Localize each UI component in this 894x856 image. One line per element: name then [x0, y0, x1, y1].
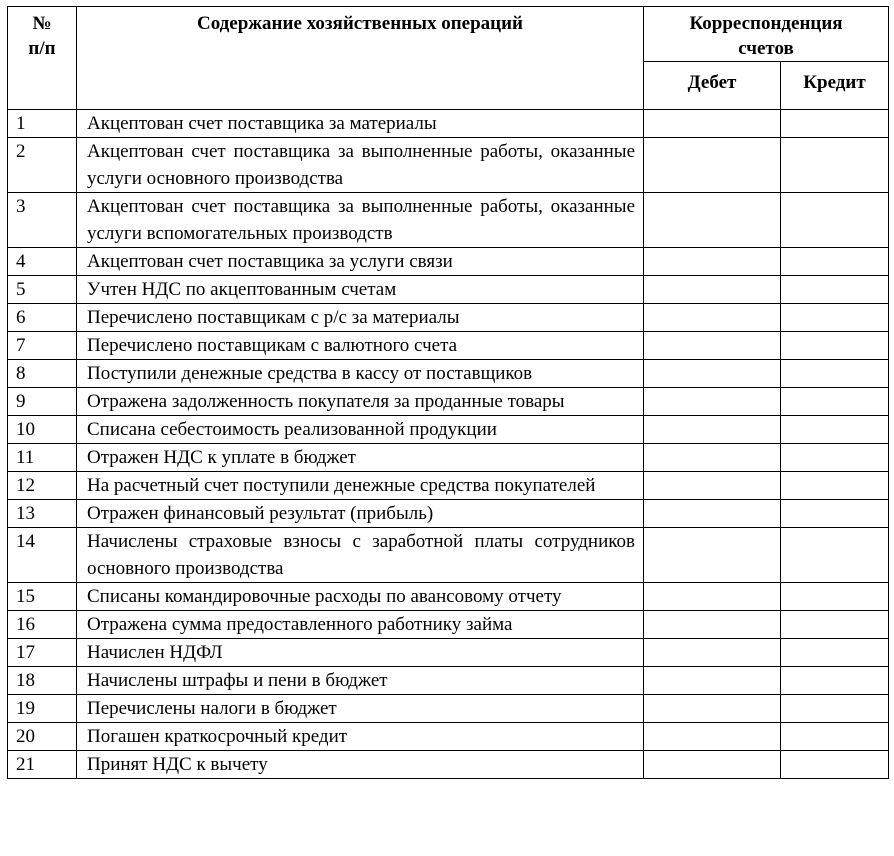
row-number: 19	[8, 695, 77, 723]
row-number: 2	[8, 138, 77, 193]
table-row	[8, 248, 889, 276]
row-number: 15	[8, 583, 77, 611]
table-row	[8, 751, 889, 779]
credit-cell	[781, 416, 889, 444]
table-row	[8, 611, 889, 639]
debit-cell	[644, 667, 781, 695]
debit-cell	[644, 193, 781, 248]
table-header	[8, 7, 889, 110]
debit-cell	[644, 360, 781, 388]
credit-cell	[781, 723, 889, 751]
operation-description: Отражена задолженность покупателя за проданные товары	[77, 388, 644, 416]
table-row	[8, 193, 889, 248]
credit-cell	[781, 695, 889, 723]
row-number: 1	[8, 110, 77, 138]
table-row	[8, 639, 889, 667]
credit-cell	[781, 751, 889, 779]
table-row	[8, 695, 889, 723]
table-row	[8, 304, 889, 332]
debit-cell	[644, 639, 781, 667]
operation-description: Перечислено поставщикам с валютного счета	[77, 332, 644, 360]
debit-cell	[644, 723, 781, 751]
header-debit: Дебет	[644, 62, 781, 110]
operation-description: Начислены страховые взносы с заработной платы сотрудников основного производства	[77, 528, 644, 583]
debit-cell	[644, 304, 781, 332]
row-number: 7	[8, 332, 77, 360]
table-row	[8, 667, 889, 695]
row-number: 21	[8, 751, 77, 779]
operation-description: Перечислены налоги в бюджет	[77, 695, 644, 723]
row-number: 3	[8, 193, 77, 248]
debit-cell	[644, 751, 781, 779]
debit-cell	[644, 248, 781, 276]
table-row	[8, 332, 889, 360]
table-row	[8, 138, 889, 193]
row-number: 18	[8, 667, 77, 695]
debit-cell	[644, 138, 781, 193]
credit-cell	[781, 611, 889, 639]
operation-description: Акцептован счет поставщика за услуги связи	[77, 248, 644, 276]
operation-description: Отражен НДС к уплате в бюджет	[77, 444, 644, 472]
table-row	[8, 472, 889, 500]
debit-cell	[644, 500, 781, 528]
operation-description: Списана себестоимость реализованной продукции	[77, 416, 644, 444]
debit-cell	[644, 332, 781, 360]
row-number: 11	[8, 444, 77, 472]
operation-description: Списаны командировочные расходы по авансовому отчету	[77, 583, 644, 611]
credit-cell	[781, 444, 889, 472]
row-number: 4	[8, 248, 77, 276]
table-row	[8, 388, 889, 416]
row-number: 17	[8, 639, 77, 667]
credit-cell	[781, 138, 889, 193]
operation-description: Учтен НДС по акцептованным счетам	[77, 276, 644, 304]
credit-cell	[781, 248, 889, 276]
operation-description: Акцептован счет поставщика за выполненные работы, оказанные услуги основного производства	[77, 138, 644, 193]
debit-cell	[644, 611, 781, 639]
table-body	[8, 110, 889, 779]
row-number: 5	[8, 276, 77, 304]
header-number-label: № п/п	[28, 13, 56, 59]
row-number: 9	[8, 388, 77, 416]
debit-cell	[644, 528, 781, 583]
row-number: 12	[8, 472, 77, 500]
header-credit: Кредит	[781, 62, 889, 110]
credit-cell	[781, 276, 889, 304]
operation-description: Начислен НДФЛ	[77, 639, 644, 667]
debit-cell	[644, 416, 781, 444]
operation-description: На расчетный счет поступили денежные средства покупателей	[77, 472, 644, 500]
header-correspondence	[644, 7, 889, 62]
credit-cell	[781, 110, 889, 138]
operation-description: Погашен краткосрочный кредит	[77, 723, 644, 751]
debit-cell	[644, 444, 781, 472]
operation-description: Отражена сумма предоставленного работнику займа	[77, 611, 644, 639]
row-number: 8	[8, 360, 77, 388]
table-row	[8, 583, 889, 611]
debit-cell	[644, 583, 781, 611]
row-number: 20	[8, 723, 77, 751]
header-number	[8, 7, 77, 110]
operation-description: Перечислено поставщикам с р/с за материалы	[77, 304, 644, 332]
header-correspondence-label: Корреспонденция счетов	[689, 13, 843, 59]
row-number: 6	[8, 304, 77, 332]
operation-description: Начислены штрафы и пени в бюджет	[77, 667, 644, 695]
credit-cell	[781, 583, 889, 611]
credit-cell	[781, 360, 889, 388]
row-number: 10	[8, 416, 77, 444]
row-number: 13	[8, 500, 77, 528]
debit-cell	[644, 472, 781, 500]
credit-cell	[781, 500, 889, 528]
credit-cell	[781, 193, 889, 248]
credit-cell	[781, 528, 889, 583]
credit-cell	[781, 388, 889, 416]
table-row	[8, 360, 889, 388]
table-row	[8, 723, 889, 751]
operation-description: Поступили денежные средства в кассу от поставщиков	[77, 360, 644, 388]
operation-description: Принят НДС к вычету	[77, 751, 644, 779]
table-row	[8, 416, 889, 444]
table-row	[8, 110, 889, 138]
header-content: Содержание хозяйственных операций	[77, 7, 644, 110]
debit-cell	[644, 276, 781, 304]
table-row	[8, 500, 889, 528]
table-row	[8, 444, 889, 472]
debit-cell	[644, 388, 781, 416]
operation-description: Отражен финансовый результат (прибыль)	[77, 500, 644, 528]
operations-table	[7, 6, 889, 779]
credit-cell	[781, 667, 889, 695]
operation-description: Акцептован счет поставщика за материалы	[77, 110, 644, 138]
table-row	[8, 528, 889, 583]
operation-description: Акцептован счет поставщика за выполненные работы, оказанные услуги вспомогательных производств	[77, 193, 644, 248]
table-row	[8, 276, 889, 304]
row-number: 16	[8, 611, 77, 639]
row-number: 14	[8, 528, 77, 583]
debit-cell	[644, 695, 781, 723]
credit-cell	[781, 639, 889, 667]
credit-cell	[781, 472, 889, 500]
debit-cell	[644, 110, 781, 138]
credit-cell	[781, 304, 889, 332]
credit-cell	[781, 332, 889, 360]
